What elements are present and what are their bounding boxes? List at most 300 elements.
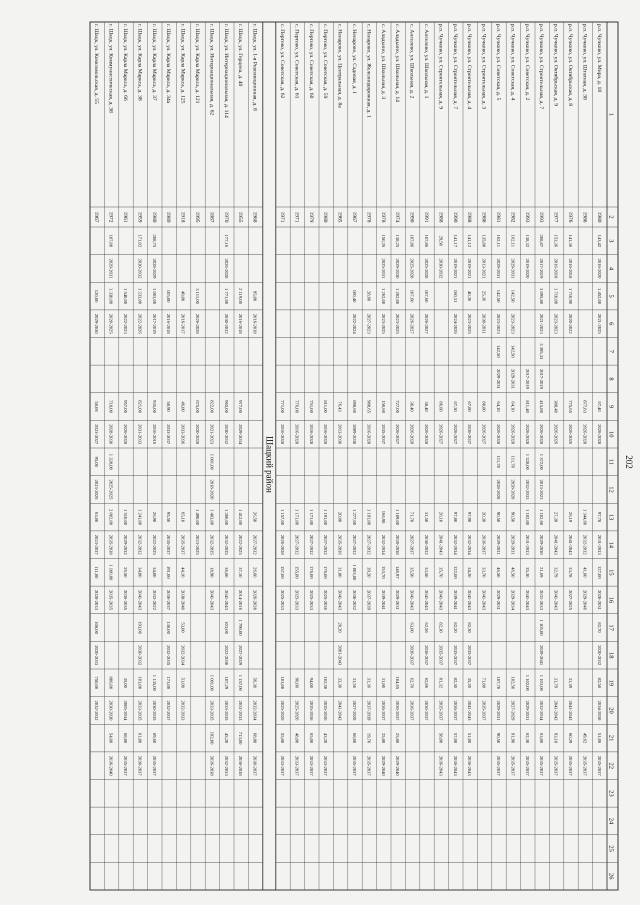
- row-cell: 2036-2037: [409, 700, 415, 721]
- column-number: 9: [607, 404, 615, 409]
- row-cell: 2029-2031: [496, 700, 501, 721]
- row-cell: 176,00: [308, 565, 314, 579]
- row-cell: 2032-2032: [94, 700, 100, 721]
- row-cell: 20,20: [337, 622, 343, 633]
- row-cell: 2023-2023: [496, 313, 501, 334]
- row-cell: 2029-2031: [496, 258, 501, 279]
- row-cell: 2030-2037: [137, 755, 143, 776]
- row-cell: 34,20: [467, 567, 473, 578]
- row-cell: 2016-2018: [252, 313, 258, 334]
- row-cell: 2018-2020: [209, 479, 215, 500]
- column-number: 20: [607, 707, 615, 714]
- row-cell: 2033-2037: [166, 424, 172, 445]
- row-cell: 2033-2036: [180, 424, 186, 445]
- row-cell: 2030-2032: [352, 589, 357, 610]
- row-year: 1965: [336, 211, 343, 223]
- row-cell: 2026-2027: [481, 424, 487, 445]
- row-cell: 36,60: [223, 567, 229, 578]
- row-cell: 1 328,00: [108, 453, 114, 470]
- row-cell: 2027-2032: [308, 534, 314, 555]
- row-cell: 138,25: [395, 234, 401, 248]
- column-number: 7: [607, 349, 615, 353]
- column-number: 23: [607, 790, 615, 797]
- row-cell: 1 001,00: [209, 453, 215, 470]
- row-cell: 58,06: [94, 401, 100, 412]
- row-cell: 2032-2034: [452, 534, 458, 555]
- row-cell: 2035-2037: [582, 755, 588, 776]
- row-address: с. Пертово, ул. Советская, д. 62: [279, 24, 285, 99]
- row-cell: 388,40: [553, 400, 559, 413]
- column-number: 26: [607, 872, 615, 880]
- row-cell: 2029-2046: [582, 589, 588, 610]
- row-year: 1995: [194, 211, 200, 223]
- row-cell: 29,50: [438, 235, 444, 246]
- row-cell: 2033-2035: [209, 700, 215, 721]
- row-year: 1988: [437, 211, 444, 223]
- column-number: 13: [607, 513, 615, 521]
- row-cell: 2023-2025: [380, 313, 386, 334]
- row-cell: 49,00: [180, 290, 186, 302]
- row-cell: 2020-2025: [108, 313, 114, 334]
- column-number: 17: [607, 624, 615, 631]
- row-cell: 2023-2027: [94, 424, 100, 445]
- row-cell: 727,00: [395, 400, 401, 413]
- row-address: г. Шацк, ул. Герцена, д. 40: [237, 24, 244, 87]
- row-cell: 2029-2031: [524, 700, 530, 721]
- row-year: 1980: [150, 211, 157, 223]
- row-cell: 2036-2037: [380, 700, 386, 721]
- row-cell: 192,00: [209, 731, 215, 745]
- row-address: г. Шацк, ул. Карла Маркса, д. 66: [122, 24, 128, 101]
- row-cell: 68,80: [252, 732, 258, 744]
- column-number: 2: [607, 215, 615, 219]
- row-cell: 41,60: [582, 567, 588, 578]
- column-number: 19: [607, 679, 615, 687]
- row-cell: 2036-2043: [438, 755, 444, 776]
- row-cell: 2025-2033: [280, 589, 285, 610]
- row-cell: 2027-2037: [409, 534, 415, 555]
- row-cell: 1 100,00: [108, 564, 114, 581]
- row-cell: 2026-2028: [596, 424, 602, 445]
- row-cell: 3 111,00: [195, 288, 200, 304]
- row-cell: 102,50: [323, 676, 329, 690]
- row-year: 1979: [307, 211, 314, 223]
- row-year: 1918: [179, 211, 186, 223]
- row-year: 1986: [480, 211, 487, 223]
- row-address: г. Шацк, ул. Интернациональная, д. 62: [208, 24, 215, 116]
- row-cell: 2036-2038: [238, 755, 244, 776]
- row-cell: 2026-2028: [524, 424, 530, 445]
- row-cell: 97,78: [596, 511, 602, 523]
- row-cell: 2022-2030: [223, 645, 229, 666]
- row-cell: 2032-2034: [380, 534, 386, 555]
- row-cell: 2026-2027: [424, 313, 429, 334]
- row-cell: 2025-2028: [424, 258, 429, 279]
- column-number: 8: [607, 377, 615, 381]
- row-cell: 1 157,00: [280, 509, 285, 526]
- row-cell: 2013-2021: [481, 258, 487, 279]
- section-label: Шацкий район: [264, 436, 275, 493]
- row-cell: 2032-2035: [166, 645, 172, 666]
- row-address: р.п. Чучково, ул. Мира, д. 18: [595, 24, 602, 93]
- row-cell: 2036-2037: [409, 645, 415, 666]
- row-cell: 2013-2030: [337, 424, 343, 445]
- row-cell: 53,00: [180, 622, 186, 633]
- row-cell: 2027-2032: [366, 534, 372, 555]
- row-year: 1974: [394, 211, 401, 223]
- row-cell: 81,32: [438, 677, 444, 688]
- row-cell: 90,50: [510, 511, 516, 523]
- row-address: р.п. Чучково, ул. Строительная, д. 7: [538, 24, 545, 110]
- row-cell: 775,65: [568, 400, 573, 413]
- row-cell: 2033-2037: [323, 755, 329, 776]
- row-cell: 718,00: [108, 400, 114, 413]
- row-cell: 2036-2037: [424, 645, 429, 666]
- row-cell: 2026-2028: [539, 424, 545, 445]
- row-cell: 2005-2034: [123, 700, 128, 721]
- row-cell: 2030-2031: [481, 313, 487, 334]
- row-year: 1978: [379, 211, 386, 223]
- row-cell: 2029-2030: [539, 534, 545, 555]
- row-cell: 1 102,60: [539, 509, 545, 526]
- row-cell: 2024-2026: [452, 313, 458, 334]
- row-cell: 2023-2025: [467, 313, 473, 334]
- row-cell: 31,36: [366, 677, 372, 688]
- row-cell: 2035-2036: [337, 534, 343, 555]
- row-cell: 2016-2028: [294, 424, 300, 445]
- row-cell: 1 189,00: [395, 509, 401, 526]
- row-cell: 2023-2025: [195, 534, 200, 555]
- row-cell: 27,38: [553, 511, 559, 523]
- row-cell: 64,10: [510, 401, 516, 412]
- row-cell: 26,50: [123, 567, 128, 578]
- row-cell: 2032-2033: [524, 479, 530, 500]
- row-cell: 1 157,00: [238, 674, 244, 691]
- row-cell: 2035-2037: [510, 755, 516, 776]
- row-cell: 2035-2037: [467, 645, 473, 666]
- row-cell: 111,70: [496, 455, 501, 468]
- row-cell: 2035-2037: [438, 700, 444, 721]
- row-cell: 935,00: [151, 400, 157, 413]
- row-cell: 2035-2037: [568, 755, 573, 776]
- row-cell: 2027-2032: [252, 534, 258, 555]
- row-cell: 2027-2032: [352, 534, 357, 555]
- row-address: с. Пертово, ул. Советская, д. 61: [293, 24, 300, 99]
- row-cell: 1 003,00: [151, 288, 157, 305]
- row-address: р.п. Чучково, ул. Строительная, д. 9: [437, 24, 444, 110]
- row-address: г. Шацк, ул. 1-я Революционная, д. 8: [251, 24, 258, 111]
- row-cell: 2029-2031: [510, 258, 516, 279]
- row-cell: 26,90: [151, 511, 157, 523]
- row-cell: 31,50: [424, 511, 429, 523]
- row-cell: 103,00: [223, 621, 229, 634]
- row-cell: 127,00: [596, 565, 602, 579]
- row-cell: 2017-2019: [151, 313, 157, 334]
- row-cell: 155,00: [294, 565, 300, 579]
- row-cell: 2029-2034: [238, 424, 244, 445]
- row-cell: 2032-2033: [180, 700, 186, 721]
- row-cell: 2030-2032: [137, 258, 143, 279]
- row-cell: 2041-2043: [553, 700, 559, 721]
- row-cell: 2026-2026: [568, 424, 573, 445]
- row-cell: 1 328,00: [524, 453, 530, 470]
- row-cell: 2016-2018: [166, 313, 172, 334]
- row-cell: 162,11: [510, 234, 516, 248]
- row-cell: 146,97: [395, 565, 401, 579]
- row-cell: 2032-2034: [467, 534, 473, 555]
- row-cell: 111,00: [94, 566, 100, 579]
- row-year: 1980: [322, 211, 329, 223]
- row-cell: 2030-2030: [108, 700, 114, 721]
- row-cell: 68,80: [123, 732, 128, 744]
- column-number: 11: [607, 458, 615, 465]
- row-cell: 1 771,00: [223, 288, 229, 305]
- row-cell: 86,60: [438, 401, 444, 412]
- row-cell: 55,00: [280, 732, 285, 744]
- row-cell: 2036-2038: [209, 755, 215, 776]
- row-cell: 2025-2028: [409, 258, 415, 279]
- row-cell: 160,31: [452, 289, 458, 303]
- row-cell: 771,00: [280, 400, 285, 413]
- row-cell: 142,50: [496, 344, 501, 358]
- row-cell: 107,00: [108, 234, 114, 248]
- row-cell: 51,06: [596, 732, 602, 744]
- row-cell: 2026-2028: [123, 424, 128, 445]
- row-cell: 103,00: [137, 676, 143, 690]
- row-cell: 107,70: [496, 676, 501, 690]
- row-cell: 2032-2034: [180, 645, 186, 666]
- row-cell: 2041-2043: [209, 589, 215, 610]
- row-cell: 2017-2019: [539, 368, 545, 389]
- row-cell: 1 171,00: [294, 509, 300, 526]
- row-cell: 2036-2035: [123, 589, 128, 610]
- column-number: 3: [607, 239, 615, 243]
- row-cell: 750,00: [94, 676, 100, 690]
- row-cell: 82,30: [467, 622, 473, 633]
- row-cell: 2028-2029: [151, 258, 157, 279]
- row-cell: 2013-2023: [539, 479, 545, 500]
- row-cell: 38,40: [424, 401, 429, 412]
- row-cell: 2031-2033: [137, 424, 143, 445]
- row-cell: 2017-2019: [524, 368, 530, 389]
- row-cell: 2029-2032: [123, 534, 128, 555]
- row-cell: 2016-2028: [280, 424, 285, 445]
- row-cell: 135,00: [481, 234, 487, 248]
- row-cell: 69,60: [151, 732, 157, 744]
- row-address: р.п. Чучково, ул. Строительная, д. 3: [480, 24, 487, 110]
- row-cell: 2022-2023: [123, 313, 128, 334]
- row-cell: 50,90: [166, 401, 172, 412]
- row-cell: 2019-2020: [524, 258, 530, 279]
- row-cell: 67,30: [452, 401, 458, 412]
- row-cell: 821,00: [137, 400, 143, 413]
- row-cell: 2020-2031: [596, 589, 602, 610]
- row-cell: 2025-2033: [308, 589, 314, 610]
- row-cell: 2030-2035: [151, 700, 157, 721]
- row-cell: 822,00: [209, 400, 215, 413]
- row-cell: 2029-2034: [510, 589, 516, 610]
- row-cell: 2035-2037: [123, 755, 128, 776]
- row-cell: 2026-2028: [280, 534, 285, 555]
- row-cell: 2041-2043: [524, 589, 530, 610]
- row-cell: 2016-2018: [238, 313, 244, 334]
- row-cell: 35,50: [409, 567, 415, 578]
- row-cell: 2035-2037: [452, 645, 458, 666]
- row-cell: 2029-2031: [510, 368, 516, 389]
- row-cell: 2037-2039: [366, 589, 372, 610]
- row-cell: 2022-2026: [137, 313, 143, 334]
- row-cell: 35,30: [524, 567, 530, 578]
- row-cell: 2035-2037: [380, 424, 386, 445]
- row-cell: 1 003,00: [352, 564, 357, 581]
- row-cell: 143,42: [596, 234, 602, 248]
- row-cell: 2022-2025: [151, 534, 157, 555]
- row-cell: 40,36: [467, 290, 473, 302]
- row-cell: 103,00: [280, 676, 285, 690]
- row-cell: 26,10: [438, 511, 444, 523]
- row-cell: 2029-2030: [94, 313, 100, 334]
- row-cell: 1 200,00: [223, 509, 229, 526]
- row-year: 1988: [466, 211, 473, 223]
- row-cell: 2026-2027: [409, 313, 415, 334]
- row-cell: 35,00: [123, 677, 128, 688]
- row-year: 1990: [451, 211, 458, 223]
- row-cell: 62,86: [424, 677, 429, 688]
- row-cell: 2030-2037: [252, 755, 258, 776]
- row-cell: 2 002,00: [108, 509, 114, 526]
- row-cell: 26,50: [252, 511, 258, 523]
- row-cell: 91,90: [510, 732, 516, 744]
- row-cell: 37,10: [238, 567, 244, 578]
- row-cell: 2029-2030: [395, 258, 401, 279]
- row-cell: 193,00: [137, 621, 143, 634]
- row-cell: 2026-2028: [510, 424, 516, 445]
- row-year: 1971: [293, 211, 300, 223]
- row-cell: 1 171,00: [308, 509, 314, 526]
- row-cell: 2041-2043: [409, 589, 415, 610]
- row-address: г. Шацк, ул. Коммунистическая, д. 38: [107, 24, 114, 113]
- row-cell: 2025-2026: [294, 700, 300, 721]
- row-cell: 82,20: [452, 622, 458, 633]
- row-cell: 63,00: [409, 622, 415, 633]
- row-cell: 31,56: [352, 677, 357, 688]
- row-year: 1967: [351, 211, 357, 223]
- row-year: 1959: [136, 211, 143, 223]
- row-cell: 108,00: [94, 621, 100, 634]
- row-cell: 1 282,00: [395, 288, 401, 305]
- row-cell: 76,43: [337, 401, 343, 412]
- row-cell: 2041-2043: [553, 589, 559, 610]
- row-cell: 2032-2034: [252, 700, 258, 721]
- row-year: 1981: [495, 211, 501, 223]
- row-cell: 2036-2037: [395, 700, 401, 721]
- row-cell: 1 483,00: [209, 509, 215, 526]
- row-address: г. Шацк, ул. Комсомольская, д. 55: [93, 24, 100, 104]
- row-cell: 63,00: [94, 511, 100, 523]
- row-cell: 208,75: [151, 234, 157, 248]
- row-cell: 2037-2039: [366, 700, 372, 721]
- row-cell: 130,00: [166, 621, 172, 634]
- row-cell: 157,00: [280, 565, 285, 579]
- row-cell: 2041-2043: [467, 700, 473, 721]
- row-cell: 2036-2037: [424, 700, 429, 721]
- row-cell: 2025-2025: [108, 479, 114, 500]
- row-cell: 33,50: [424, 567, 429, 578]
- row-cell: 965,00: [223, 400, 229, 413]
- row-year: 1976: [567, 211, 573, 223]
- column-number: 16: [607, 596, 615, 604]
- row-cell: 2032-2022: [151, 589, 157, 610]
- row-cell: 71,70: [409, 511, 415, 523]
- row-cell: 104,65: [395, 676, 401, 690]
- row-cell: 2020-2033: [94, 645, 100, 666]
- row-cell: 1 262,00: [380, 288, 386, 305]
- row-cell: 33,78: [568, 567, 573, 578]
- row-cell: 31,80: [337, 567, 343, 578]
- row-address: р.п. Чучково, ул. Советская, д. 5: [495, 24, 501, 101]
- row-cell: 1 710,00: [553, 288, 559, 305]
- row-address: с. Ненарово, ул. Центральная, д. 8а: [336, 24, 343, 108]
- row-year: 1982: [509, 211, 516, 223]
- row-cell: 1 540,00: [123, 288, 128, 305]
- row-cell: 2016-2028: [308, 424, 314, 445]
- row-cell: 2025-2036: [323, 589, 329, 610]
- row-cell: 2 119,00: [238, 288, 244, 305]
- row-cell: 2021-2023: [209, 424, 215, 445]
- column-number: 18: [607, 651, 615, 659]
- row-cell: 1 233,00: [137, 288, 143, 305]
- row-cell: 51,00: [180, 677, 186, 688]
- row-cell: 1 490,00: [195, 509, 200, 526]
- row-cell: 2030-2032: [438, 258, 444, 279]
- row-cell: 2032-2037: [166, 700, 172, 721]
- row-cell: 61,00: [137, 732, 143, 744]
- row-cell: 166,98: [380, 510, 386, 524]
- row-cell: 102,50: [510, 676, 516, 690]
- row-cell: 2016-2028: [323, 424, 329, 445]
- row-cell: 162,11: [496, 234, 501, 248]
- row-cell: 26,60: [252, 567, 258, 578]
- row-cell: 62,70: [409, 677, 415, 688]
- row-cell: 90,50: [496, 732, 501, 744]
- row-year: 1980: [595, 211, 602, 223]
- row-cell: 97,80: [452, 511, 458, 523]
- row-cell: 2032-2032: [137, 534, 143, 555]
- row-cell: 33,30: [337, 677, 343, 688]
- row-cell: 107,60: [409, 289, 415, 303]
- row-cell: 2025-2031: [380, 258, 386, 279]
- row-cell: 2035-2037: [151, 755, 157, 776]
- column-number: 6: [607, 322, 615, 326]
- row-cell: 2038-2040: [180, 589, 186, 610]
- row-cell: 2041-2043: [568, 534, 573, 555]
- row-cell: 2027-2029: [510, 700, 516, 721]
- row-cell: 95,00: [94, 456, 100, 467]
- row-year: 1972: [107, 211, 114, 223]
- row-cell: 2033-2035: [137, 700, 143, 721]
- row-cell: 2029-2031: [510, 534, 516, 555]
- row-year: 1989: [165, 211, 172, 223]
- row-cell: 82,30: [438, 622, 444, 633]
- row-year: 1986: [581, 211, 588, 223]
- row-cell: 107,60: [424, 289, 429, 303]
- column-number: 1: [607, 112, 615, 117]
- row-cell: 2026-2028: [424, 424, 429, 445]
- column-number: 14: [607, 541, 615, 548]
- row-year: 1961: [122, 211, 128, 223]
- row-cell: 18,90: [209, 567, 215, 578]
- row-cell: 62,56: [424, 622, 429, 633]
